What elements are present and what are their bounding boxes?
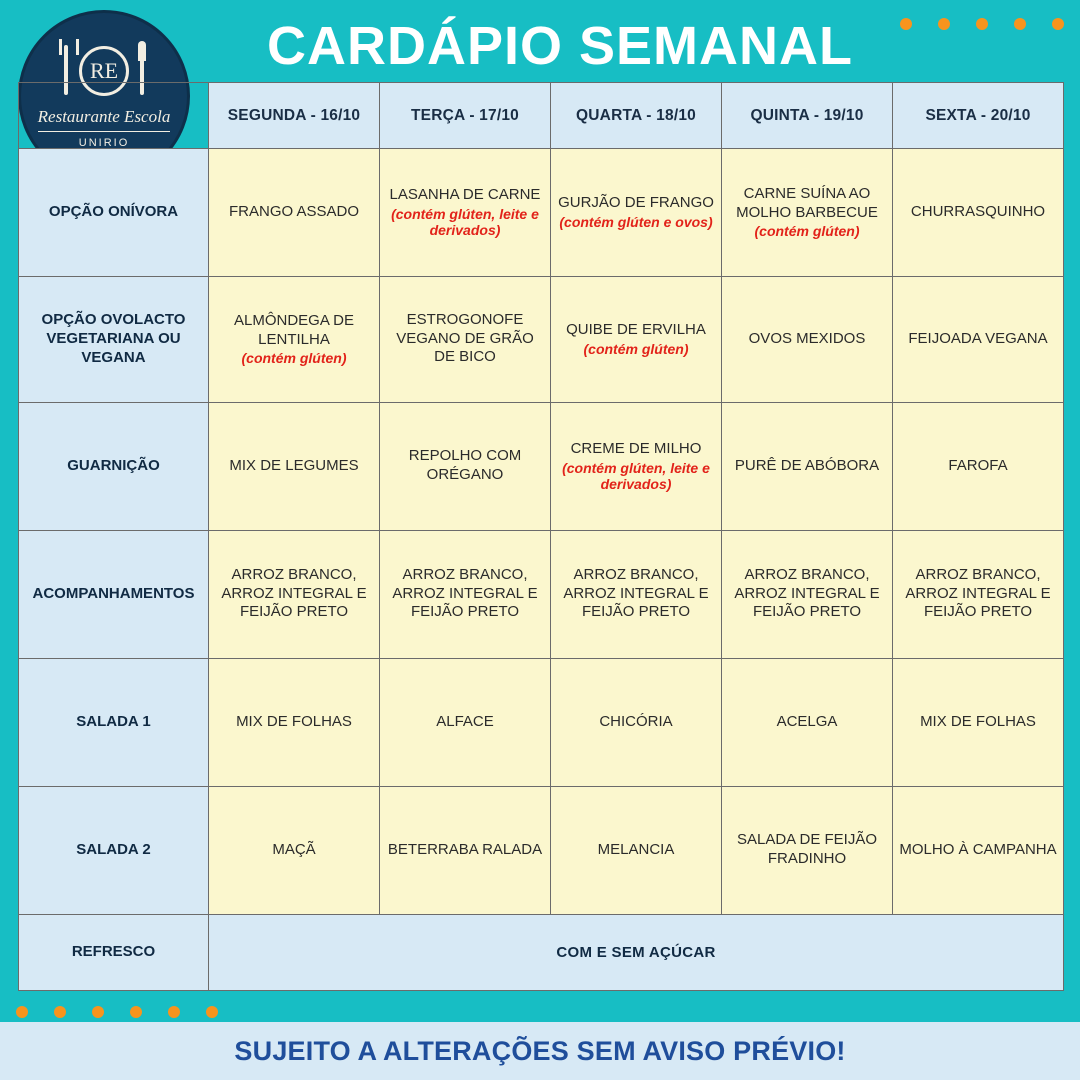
cell-salada2-friday (893, 787, 1064, 915)
cell-salada1-thursday (722, 659, 893, 787)
cell-text: ARROZ BRANCO, ARROZ INTEGRAL E FEIJÃO PRETO (221, 565, 367, 621)
table-row (19, 915, 1064, 991)
cell-text: CARNE SUÍNA AO MOLHO BARBECUE (736, 184, 878, 221)
dot (1052, 18, 1064, 30)
row-label-salada-1: SALADA 1 (19, 659, 209, 787)
cell-text: MELANCIA (597, 840, 675, 858)
cell-text: MOLHO À CAMPANHA (899, 840, 1057, 858)
cell-text: MIX DE FOLHAS (236, 712, 352, 730)
day-header-friday: SEXTA - 20/10 (893, 83, 1064, 149)
decorative-dots-top (900, 18, 1064, 30)
cell-note: (contém glúten) (241, 350, 347, 367)
cell-text: ALFACE (436, 712, 494, 730)
cell-acompanhamentos-tuesday (380, 531, 551, 659)
cell-text: FRANGO ASSADO (228, 202, 360, 220)
cell-vegetariana-friday (893, 277, 1064, 403)
dot (130, 1006, 142, 1018)
cell-text: ESTROGONOFE VEGANO DE GRÃO DE BICO (396, 310, 534, 366)
table-corner-cell (19, 83, 209, 149)
cell-salada1-tuesday (380, 659, 551, 787)
page-title: CARDÁPIO SEMANAL (266, 16, 853, 76)
cell-note: (contém glúten, leite e derivados) (391, 205, 539, 239)
dot (938, 18, 950, 30)
cell-text: FAROFA (948, 456, 1008, 474)
cell-guarnicao-monday (209, 403, 380, 531)
row-label-vegetariana: OPÇÃO OVOLACTO VEGETARIANA OU VEGANA (19, 277, 209, 403)
dot (1014, 18, 1026, 30)
cell-onivora-friday (893, 149, 1064, 277)
cell-acompanhamentos-monday (209, 531, 380, 659)
cell-note: (contém glúten e ovos) (559, 213, 713, 230)
cell-guarnicao-wednesday (551, 403, 722, 531)
weekly-menu-table (18, 82, 1064, 991)
row-label-salada-2: SALADA 2 (19, 787, 209, 915)
row-label-guarnicao: GUARNIÇÃO (19, 403, 209, 531)
cell-text: LASANHA DE CARNE (389, 185, 541, 203)
footer-banner (0, 1022, 1080, 1080)
table-row (19, 277, 1064, 403)
cell-text: GURJÃO DE FRANGO (558, 194, 714, 212)
cell-salada2-thursday (722, 787, 893, 915)
cell-text: ACELGA (776, 712, 838, 730)
cell-acompanhamentos-friday (893, 531, 1064, 659)
cell-salada2-wednesday (551, 787, 722, 915)
cell-text: MAÇÃ (272, 840, 316, 858)
cell-onivora-tuesday (380, 149, 551, 277)
row-label-refresco: REFRESCO (19, 915, 209, 991)
cell-vegetariana-monday (209, 277, 380, 403)
table-header-row (19, 83, 1064, 149)
cell-text: ARROZ BRANCO, ARROZ INTEGRAL E FEIJÃO PRETO (734, 565, 880, 621)
cell-text: MIX DE LEGUMES (229, 456, 359, 474)
cell-salada2-monday (209, 787, 380, 915)
cell-note: (contém glúten) (583, 340, 689, 357)
cell-onivora-wednesday (551, 149, 722, 277)
cell-acompanhamentos-wednesday (551, 531, 722, 659)
table-row (19, 531, 1064, 659)
cell-text: MIX DE FOLHAS (920, 712, 1036, 730)
cell-note: (contém glúten) (754, 223, 860, 240)
cell-text: CHICÓRIA (599, 712, 673, 730)
footer-disclaimer: SUJEITO A ALTERAÇÕES SEM AVISO PRÉVIO! (234, 1035, 846, 1066)
cell-text: ALMÔNDEGA DE LENTILHA (233, 311, 355, 348)
cell-salada1-friday (893, 659, 1064, 787)
cell-text: OVOS MEXIDOS (748, 329, 866, 347)
table-row (19, 403, 1064, 531)
dot (168, 1006, 180, 1018)
cell-text: ARROZ BRANCO, ARROZ INTEGRAL E FEIJÃO PRETO (905, 565, 1051, 621)
day-header-wednesday: QUARTA - 18/10 (551, 83, 722, 149)
logo-institution: UNIRIO (78, 137, 130, 149)
cell-guarnicao-tuesday (380, 403, 551, 531)
table-row (19, 659, 1064, 787)
cell-text: ARROZ BRANCO, ARROZ INTEGRAL E FEIJÃO PRETO (392, 565, 538, 621)
cell-acompanhamentos-thursday (722, 531, 893, 659)
cell-onivora-monday (209, 149, 380, 277)
cell-vegetariana-thursday (722, 277, 893, 403)
decorative-dots-bottom (16, 1006, 218, 1018)
logo-name: Restaurante Escola (38, 107, 171, 132)
cell-text: ARROZ BRANCO, ARROZ INTEGRAL E FEIJÃO PRETO (563, 565, 709, 621)
day-header-tuesday: TERÇA - 17/10 (380, 83, 551, 149)
cell-text: CREME DE MILHO (570, 439, 702, 457)
cell-onivora-thursday (722, 149, 893, 277)
cell-note: (contém glúten, leite e derivados) (562, 459, 710, 493)
row-label-acompanhamentos: ACOMPANHAMENTOS (19, 531, 209, 659)
row-label-onivora: OPÇÃO ONÍVORA (19, 149, 209, 277)
table-row (19, 787, 1064, 915)
dot (206, 1006, 218, 1018)
cell-guarnicao-thursday (722, 403, 893, 531)
table-row (19, 149, 1064, 277)
cell-text: QUIBE DE ERVILHA (566, 321, 706, 339)
cell-text: REPOLHO COM ORÉGANO (408, 447, 522, 483)
cell-vegetariana-tuesday (380, 277, 551, 403)
logo-monogram: RE (89, 58, 119, 83)
cell-salada1-monday (209, 659, 380, 787)
cell-refresco-all-days: COM E SEM AÇÚCAR (209, 915, 1064, 991)
dot (92, 1006, 104, 1018)
cell-salada1-wednesday (551, 659, 722, 787)
dot (54, 1006, 66, 1018)
cell-text: PURÊ DE ABÓBORA (734, 456, 880, 474)
day-header-thursday: QUINTA - 19/10 (722, 83, 893, 149)
cell-vegetariana-wednesday (551, 277, 722, 403)
dot (16, 1006, 28, 1018)
cell-text: BETERRABA RALADA (387, 840, 543, 858)
day-header-monday: SEGUNDA - 16/10 (209, 83, 380, 149)
cell-text: FEIJOADA VEGANA (908, 329, 1048, 347)
dot (976, 18, 988, 30)
cell-text: CHURRASQUINHO (910, 202, 1046, 220)
cell-salada2-tuesday (380, 787, 551, 915)
cell-guarnicao-friday (893, 403, 1064, 531)
cell-text: SALADA DE FEIJÃO FRADINHO (736, 831, 878, 867)
